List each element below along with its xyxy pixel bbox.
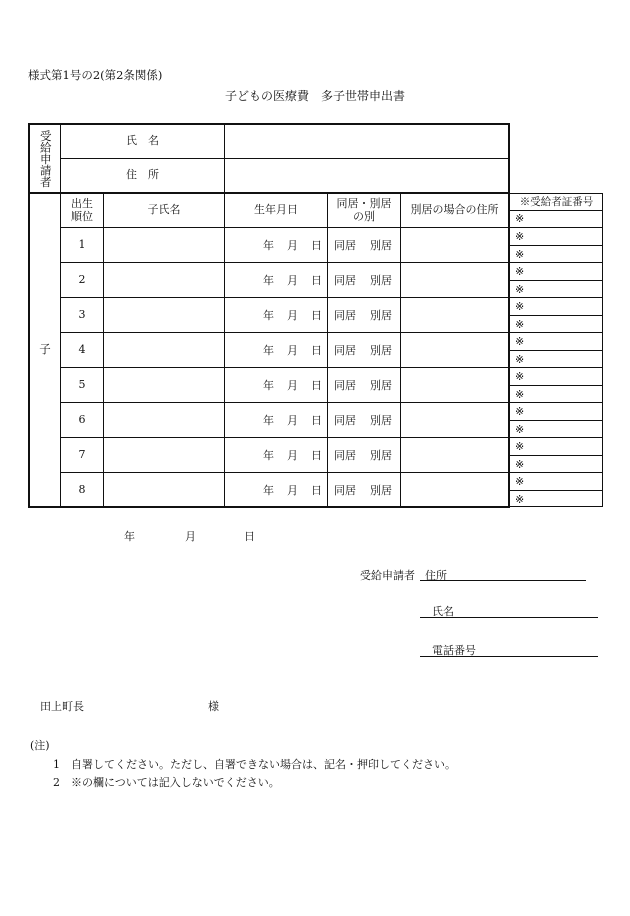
signature-name-label: 氏名 xyxy=(432,605,454,618)
row-separate-address-field[interactable] xyxy=(401,298,508,332)
row-separate-option[interactable]: 別居 xyxy=(370,414,392,427)
row-cohabit-option[interactable]: 同居 xyxy=(334,414,356,427)
row-child-name-field[interactable] xyxy=(104,403,224,437)
row-date-year: 年 xyxy=(263,239,274,252)
submission-month: 月 xyxy=(185,530,196,543)
row-date-year: 年 xyxy=(263,414,274,427)
row-date-month: 月 xyxy=(287,484,298,497)
applicant-address-label: 住 所 xyxy=(126,168,159,182)
row-cert-mark-upper: ※ xyxy=(515,475,525,488)
applicant-address-field[interactable] xyxy=(225,159,508,192)
row-date-year: 年 xyxy=(263,309,274,322)
row-separate-address-field[interactable] xyxy=(401,368,508,402)
row-separate-option[interactable]: 別居 xyxy=(370,239,392,252)
note-2-number: 2 xyxy=(53,776,60,789)
row-date-month: 月 xyxy=(287,274,298,287)
header-birth-date: 生年月日 xyxy=(254,203,298,217)
row-date-month: 月 xyxy=(287,309,298,322)
row-child-name-field[interactable] xyxy=(104,368,224,402)
row-cert-mark-upper: ※ xyxy=(515,335,525,348)
signature-address-line[interactable] xyxy=(420,580,586,581)
submission-year: 年 xyxy=(124,530,135,543)
row-birth-order: 7 xyxy=(78,447,86,461)
row-date-month: 月 xyxy=(287,344,298,357)
note-1-number: 1 xyxy=(53,758,60,771)
row-birth-order: 6 xyxy=(78,412,86,426)
row-separate-address-field[interactable] xyxy=(401,473,508,507)
row-separate-option[interactable]: 別居 xyxy=(370,344,392,357)
row-date-day: 日 xyxy=(311,484,322,497)
header-child-name: 子氏名 xyxy=(147,203,181,217)
row-separate-address-field[interactable] xyxy=(401,403,508,437)
row-birth-order: 1 xyxy=(78,237,86,251)
row-date-year: 年 xyxy=(263,274,274,287)
signature-phone-line[interactable] xyxy=(420,656,598,657)
row-date-month: 月 xyxy=(287,414,298,427)
applicant-group-label: 受給申請者 xyxy=(38,129,53,188)
row-date-year: 年 xyxy=(263,484,274,497)
row-separate-option[interactable]: 別居 xyxy=(370,274,392,287)
row-cohabit-option[interactable]: 同居 xyxy=(334,344,356,357)
note-2-text: ※の欄については記入しないでください。 xyxy=(71,776,280,789)
submission-day: 日 xyxy=(244,530,255,543)
signature-phone-label: 電話番号 xyxy=(432,644,476,657)
row-cert-mark-lower: ※ xyxy=(515,493,525,506)
row-birth-order: 3 xyxy=(78,307,86,321)
row-separate-address-field[interactable] xyxy=(401,438,508,472)
row-child-name-field[interactable] xyxy=(104,333,224,367)
cert-mark-header: ※ xyxy=(515,212,525,225)
row-date-month: 月 xyxy=(287,239,298,252)
row-child-name-field[interactable] xyxy=(104,298,224,332)
row-date-year: 年 xyxy=(263,449,274,462)
row-date-day: 日 xyxy=(311,239,322,252)
row-cert-mark-upper: ※ xyxy=(515,265,525,278)
row-child-name-field[interactable] xyxy=(104,228,224,262)
row-separate-option[interactable]: 別居 xyxy=(370,379,392,392)
row-cert-mark-upper: ※ xyxy=(515,230,525,243)
row-date-day: 日 xyxy=(311,449,322,462)
row-cert-mark-upper: ※ xyxy=(515,405,525,418)
applicant-name-field[interactable] xyxy=(225,125,508,158)
row-cert-mark-upper: ※ xyxy=(515,300,525,313)
document-title: 子どもの医療費 多子世帯申出書 xyxy=(224,89,405,103)
row-child-name-field[interactable] xyxy=(104,263,224,297)
row-date-year: 年 xyxy=(263,379,274,392)
addressee-recipient: 田上町長 xyxy=(40,700,84,713)
row-birth-order: 5 xyxy=(78,377,86,391)
addressee-honorific: 様 xyxy=(208,700,219,713)
signature-name-line[interactable] xyxy=(420,617,598,618)
row-cert-mark-lower: ※ xyxy=(515,458,525,471)
row-cohabit-option[interactable]: 同居 xyxy=(334,379,356,392)
row-date-day: 日 xyxy=(311,379,322,392)
row-cohabit-option[interactable]: 同居 xyxy=(334,449,356,462)
row-separate-option[interactable]: 別居 xyxy=(370,484,392,497)
row-date-day: 日 xyxy=(311,274,322,287)
row-date-year: 年 xyxy=(263,344,274,357)
row-cert-mark-lower: ※ xyxy=(515,248,525,261)
row-child-name-field[interactable] xyxy=(104,438,224,472)
signature-applicant-label: 受給申請者 xyxy=(360,569,415,582)
header-separate-address: 別居の場合の住所 xyxy=(410,203,499,217)
row-date-day: 日 xyxy=(311,309,322,322)
row-separate-address-field[interactable] xyxy=(401,333,508,367)
row-cert-mark-lower: ※ xyxy=(515,353,525,366)
notes-heading: (注) xyxy=(30,739,50,752)
row-cert-mark-lower: ※ xyxy=(515,423,525,436)
row-cert-mark-upper: ※ xyxy=(515,440,525,453)
row-cohabit-option[interactable]: 同居 xyxy=(334,484,356,497)
row-separate-address-field[interactable] xyxy=(401,228,508,262)
row-cert-mark-lower: ※ xyxy=(515,388,525,401)
row-date-month: 月 xyxy=(287,449,298,462)
row-birth-order: 4 xyxy=(78,342,86,356)
row-date-month: 月 xyxy=(287,379,298,392)
note-1-text: 自署してください。ただし、自署できない場合は、記名・押印してください。 xyxy=(71,758,456,771)
row-cert-mark-upper: ※ xyxy=(515,370,525,383)
row-cohabit-option[interactable]: 同居 xyxy=(334,239,356,252)
row-birth-order: 8 xyxy=(78,482,86,496)
header-cert-number: ※受給者証番号 xyxy=(519,195,594,208)
row-cohabit-option[interactable]: 同居 xyxy=(334,274,356,287)
header-cohabit: 同居・別居の別 xyxy=(336,196,392,223)
header-birth-order: 出生順位 xyxy=(71,196,93,223)
applicant-name-label: 氏 名 xyxy=(126,134,159,148)
row-cert-mark-lower: ※ xyxy=(515,318,525,331)
row-child-name-field[interactable] xyxy=(104,473,224,507)
row-birth-order: 2 xyxy=(78,272,86,286)
row-cert-mark-lower: ※ xyxy=(515,283,525,296)
row-separate-option[interactable]: 別居 xyxy=(370,309,392,322)
row-separate-option[interactable]: 別居 xyxy=(370,449,392,462)
signature-address-label: 住所 xyxy=(425,569,447,582)
form-number: 様式第1号の2(第2条関係) xyxy=(28,68,163,82)
row-cohabit-option[interactable]: 同居 xyxy=(334,309,356,322)
row-date-day: 日 xyxy=(311,414,322,427)
children-group-label: 子 xyxy=(39,342,51,357)
row-date-day: 日 xyxy=(311,344,322,357)
row-separate-address-field[interactable] xyxy=(401,263,508,297)
